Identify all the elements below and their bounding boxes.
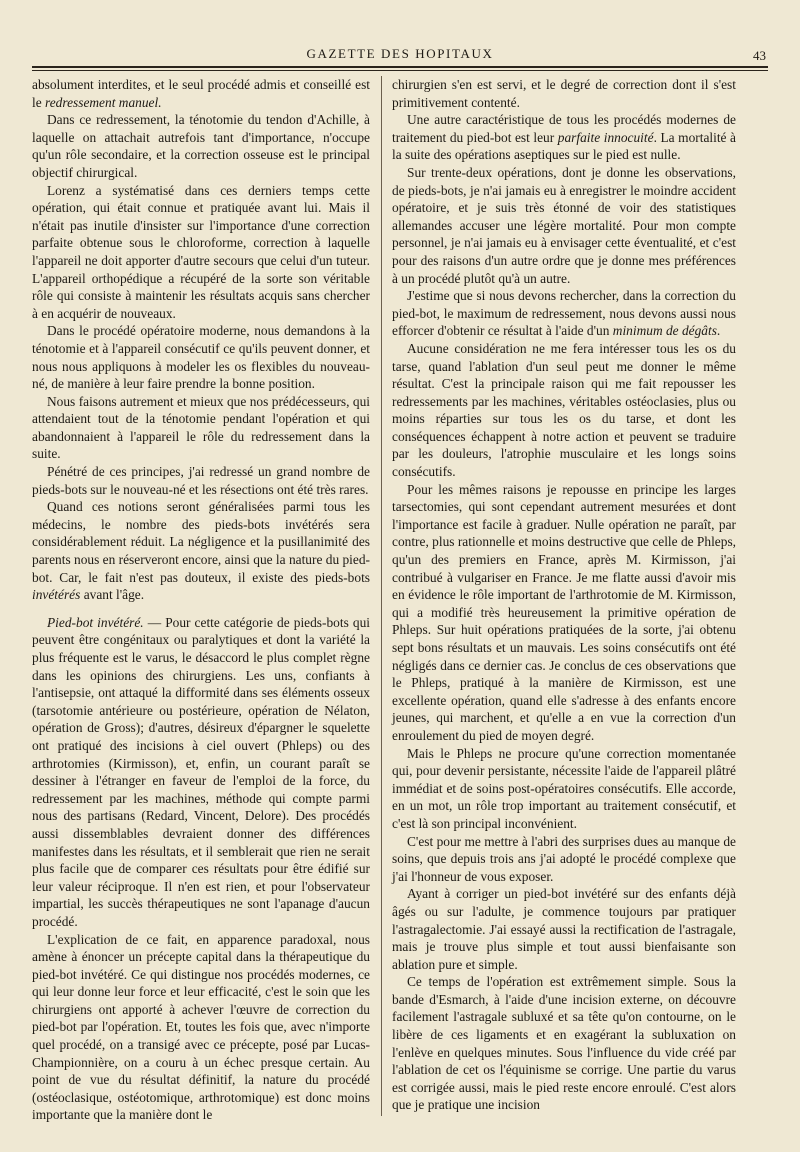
paragraph: Pour les mêmes raisons je repousse en principe les larges tarsectomies, qui sont cependant autrement mesurées et dont l'importance est facile à graduer. Nulle opération ne paraît, par contre, plus rationnelle et moins destructive que celle de Phleps, qu'un des premiers en France, après M. Kirmisson, j'ai contribué à vulgariser en France. Je me flatte aussi d'avoir mis en évidence le rôle important de l'arthrotomie de M. Kirmisson, qui a modifié très heureusement la primitive opération de Phleps. Sur huit opérations pratiquées de la sorte, j'ai obtenu sept bons résultats et un mauvais. Les soins consécutifs ont été négligés dans ce dernier cas. Je conclus de ces observations que le Phleps, pratiqué à la manière de Kirmisson, est une excellente opération, quand elle s'adresse à des enfants encore jeunes, qui marchent, et qu'elle a en vue la correction d'un enroulement du pied de moyen degré. [392, 481, 736, 743]
paragraph: Pénétré de ces principes, j'ai redressé un grand nombre de pieds-bots sur le nouveau-né et les résections ont été très rares. [32, 464, 370, 497]
left-column [32, 76, 370, 1124]
paragraph: Ce temps de l'opération est extrêmement simple. Sous la bande d'Esmarch, à l'aide d'une incision externe, on découvre facilement l'astragale subluxé et sa tête qu'on contourne, on le libère de ces ligaments et en exagérant la subluxation on l'enlève en quelques minutes. Sous l'influence du vide créé par l'ablation de cet os l'équinisme se corrige. Une partie du varus est corrigée aussi, mais le pied reste encore enroulé. C'est alors que je pratique une incision [392, 974, 736, 1113]
page-header [0, 46, 800, 66]
paragraph: Mais le Phleps ne procure qu'une correction momentanée qui, pour devenir persistante, nécessite l'aide de l'appareil plâtré immédiat et de soins post-opératoires consécutifs. Elle accorde, en un mot, un rôle trop important au traitement consécutif, et c'est là son principal inconvénient. [392, 745, 736, 831]
right-column [392, 76, 736, 1114]
italic-term: redressement manuel. [45, 94, 162, 110]
italic-term: parfaite innocuité [557, 129, 654, 145]
paragraph: Dans le procédé opératoire moderne, nous demandons à la ténotomie et à l'appareil consécutif ce qu'ils peuvent donner, et nous nous appliquons à modeler les os flexibles du nouveau-né, de manière à leur faire prendre la bonne position. [32, 323, 370, 392]
paragraph: Quand ces notions seront généralisées parmi tous les médecins, le nombre des pieds-bots invétérés sera considérablement réduit. La négligence et la pusillanimité des parents nous en réserveront encore, ainsi que la nature du pied-bot. Car, le fait n'est pas douteux, il existe des pieds-bots invétérés avant l'âge. [32, 499, 370, 603]
header-rule-thin [32, 70, 768, 71]
paragraph: L'explication de ce fait, en apparence paradoxal, nous amène à énoncer un précepte capital dans la thérapeutique du pied-bot invétéré. Ce qui distingue nos procédés modernes, ce qui leur donne leur force et leur efficacité, c'est le soin que les chirurgiens ont apporté à achever l'œuvre de correction du pied-bot par l'opération. Et, toutes les fois que, avec n'importe quel procédé, on a transigé avec ce précepte, posé par Lucas-Championnière, on a couru à un échec presque certain. Au point de vue du résultat définitif, la nature du procédé (ostéoclasique, ostéotomique, arthrotomique) est donc moins importante que la manière dont le [32, 931, 370, 1123]
header-rule-thick [32, 66, 768, 68]
running-head: GAZETTE DES HOPITAUX [306, 46, 494, 61]
paragraph: Aucune considération ne me fera intéresser tous les os du tarse, quand l'ablation d'un seul peut me donner le même résultat. C'est la principale raison qui me fait repousser les redressements par les machines, véritables ostéoclasies, plus ou moins réparties sur tous les os du tarse, et dont les conséquences échappent à notre action et peuvent se traduire par les douleurs, l'atrophie musculaire et les longs soins consécutifs. [392, 340, 736, 480]
paragraph: Une autre caractéristique de tous les procédés modernes de traitement du pied-bot est leur parfaite innocuité. La mortalité à la suite des opérations aseptiques sur le pied est nulle. [392, 112, 736, 163]
paragraph: Lorenz a systématisé dans ces derniers temps cette opération, qui était connue et pratiquée avant lui. Mais il n'était pas inutile d'insister sur l'importance d'une correction parfaite obtenue sous le chloroforme, correction à laquelle l'appareil ne doit apporter d'autre secours que celui d'un tuteur. L'appareil orthopédique a récupéré de la sorte son véritable rôle qui consiste à maintenir les résultats acquis sans chercher à en acquérir de nouveaux. [32, 182, 370, 321]
section-paragraph: Pied-bot invétéré. — Pour cette catégorie de pieds-bots qui peuvent être congénitaux ou paralytiques et dont la variété la plus fréquente est le varus, le désaccord le plus complet règne dans les opinions des chirurgiens. Les uns, confiants à l'antisepsie, ont attaqué la difformité dans ses éléments osseux (tarsotomie antérieure ou postérieure, opération de Nélaton, opération de Gross); d'autres, désireux d'épargner le squelette ont pratiqué des incisions à ciel ouvert (Phleps) ou des arthrotomies (Kirmisson), et, enfin, un courant paraît se dessiner à l'étranger en faveur de l'emploi de la force, du redressement par les machines, méthode qui compte parmi nous des partisans (Redard, Vincent, Delore). Des procédés aussi dissemblables devraient donner des différences manifestes dans les résultats, et il semblerait que rien ne serait plus facile que de comparer ces résultats pour être édifié sur leur valeur réciproque. Il n'en est rien, et pour l'observateur impartial, les succès thérapeutiques ne sont l'apanage d'aucun procédé. [32, 614, 370, 929]
paragraph: Sur trente-deux opérations, dont je donne les observations, de pieds-bots, je n'ai jamais eu à enregistrer le moindre accident opératoire, et je suis très étonné de voir des statistiques allemandes accuser une légère mortalité. Pour mon compte personnel, je n'ai jamais eu à envisager cette éventualité, et c'est pour des raisons d'un autre ordre que je donne mes préférences à un procédé plutôt qu'à un autre. [392, 164, 736, 286]
column-divider [381, 76, 382, 1116]
paragraph: Nous faisons autrement et mieux que nos prédécesseurs, qui attendaient tout de la ténotomie pendant l'opération et qui abandonnaient à l'appareil le rôle du redressement dans la suite. [32, 393, 370, 462]
page-number: 43 [753, 48, 766, 63]
paragraph: chirurgien s'en est servi, et le degré de correction dont il s'est primitivement contenté. [392, 77, 736, 110]
italic-term: invétérés [32, 587, 81, 603]
section-heading: Pied-bot invétéré. [47, 614, 144, 630]
paragraph: Dans ce redressement, la ténotomie du tendon d'Achille, à laquelle on attachait autrefois tant d'importance, n'occupe qu'un rôle secondaire, et la correction osseuse est le principal objectif chirurgical. [32, 112, 370, 180]
paragraph: J'estime que si nous devons rechercher, dans la correction du pied-bot, le maximum de redressement, nous devons aussi nous efforcer d'obtenir ce résultat à l'aide d'un minimum de dégâts. [392, 288, 736, 339]
paragraph: absolument interdites, et le seul procédé admis et conseillé est le redressement manuel. [32, 77, 370, 110]
italic-term: minimum de dégâts [612, 323, 717, 339]
paragraph: C'est pour me mettre à l'abri des surprises dues au manque de soins, que depuis trois ans j'ai adopté le procédé complexe que j'ai l'honneur de vous exposer. [392, 833, 736, 884]
paragraph: Ayant à corriger un pied-bot invétéré sur des enfants déjà âgés ou sur l'adulte, je commence toujours par pratiquer l'astragalectomie. J'ai essayé aussi la rectification de l'astragale, mais je trouve plus simple et tout aussi bienfaisante son ablation pure et simple. [392, 886, 736, 972]
